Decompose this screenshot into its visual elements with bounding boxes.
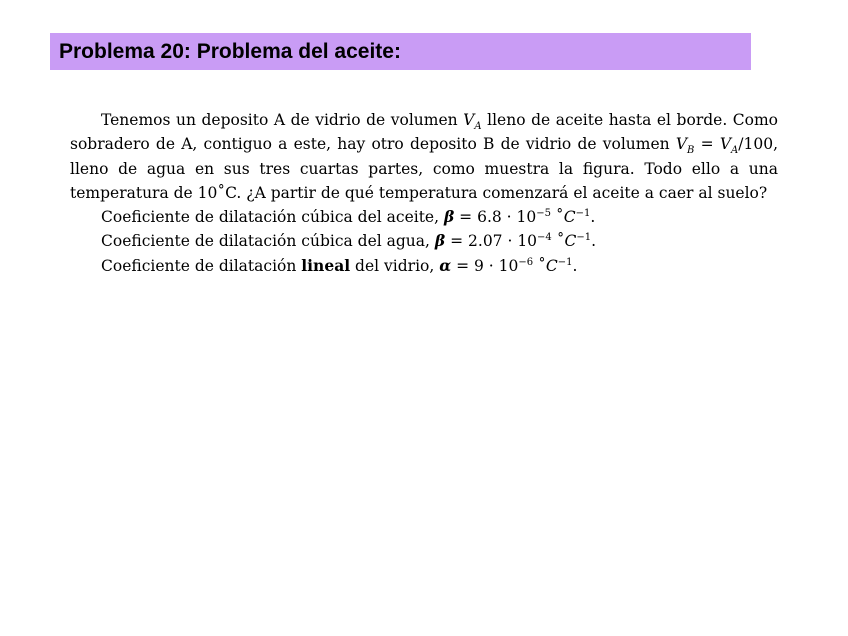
coef-glass-unit-exponent: −1 bbox=[557, 256, 573, 268]
statement-text-3: , lleno de agua en sus tres cuartas partes, como muestra la figura. Todo ello a una temperatura de 10˚C. ¿A partir de qué temperatura comenzará el aceite a caer al suelo? bbox=[70, 135, 778, 202]
volume-a-symbol: V bbox=[463, 111, 475, 129]
coef-oil-text: Coeficiente de dilatación cúbica del aceite, bbox=[101, 208, 444, 227]
coefficient-water bbox=[70, 229, 778, 253]
coef-glass-bold-word: lineal bbox=[301, 255, 351, 275]
coef-glass-end: . bbox=[572, 256, 578, 275]
coef-glass-unit: C bbox=[545, 256, 558, 275]
coef-glass-text-2: del vidrio, bbox=[350, 256, 440, 275]
coef-oil-degree: ˚ bbox=[551, 208, 564, 227]
page-title: Problema 20: Problema del aceite: bbox=[59, 39, 401, 63]
alpha-symbol: α bbox=[439, 255, 452, 275]
coef-oil-value: = 6.8 · 10 bbox=[454, 208, 537, 227]
coef-oil-exponent: −5 bbox=[536, 208, 551, 220]
problem-body bbox=[70, 108, 778, 278]
statement-text-1: Tenemos un deposito A de vidrio de volumen bbox=[101, 111, 464, 129]
coefficient-glass bbox=[70, 254, 778, 278]
problem-statement bbox=[70, 108, 778, 205]
volume-b-subscript: B bbox=[687, 145, 695, 157]
division-text: /100 bbox=[738, 135, 774, 154]
beta-symbol: β bbox=[443, 207, 455, 227]
coef-water-unit-exponent: −1 bbox=[576, 232, 592, 244]
coef-glass-text: Coeficiente de dilatación bbox=[101, 256, 302, 275]
coef-glass-degree: ˚ bbox=[533, 256, 546, 275]
equals-sign: = bbox=[694, 135, 720, 154]
coef-water-end: . bbox=[591, 232, 597, 251]
coef-water-text: Coeficiente de dilatación cúbica del agua, bbox=[101, 232, 435, 251]
coef-oil-unit: C bbox=[563, 208, 576, 227]
coefficient-oil bbox=[70, 205, 778, 229]
coef-water-value: = 2.07 · 10 bbox=[445, 232, 538, 251]
volume-a-subscript-2: A bbox=[731, 145, 739, 157]
statement-text-2: lleno de aceite hasta el borde. Como sobradero de A, contiguo a este, hay otro deposito B de vidrio de volumen bbox=[70, 111, 779, 154]
coef-water-unit: C bbox=[564, 232, 577, 251]
volume-a-subscript: A bbox=[474, 121, 482, 133]
coef-oil-unit-exponent: −1 bbox=[575, 208, 591, 220]
beta-symbol-2: β bbox=[434, 231, 446, 251]
volume-b-symbol: V bbox=[675, 135, 688, 154]
coef-glass-exponent: −6 bbox=[518, 256, 534, 268]
coef-glass-value: = 9 · 10 bbox=[451, 256, 519, 275]
coef-oil-end: . bbox=[590, 208, 596, 227]
volume-a-symbol-2: V bbox=[719, 135, 732, 154]
coef-water-degree: ˚ bbox=[551, 232, 565, 251]
coef-water-exponent: −4 bbox=[537, 232, 552, 244]
title-banner bbox=[50, 33, 751, 70]
